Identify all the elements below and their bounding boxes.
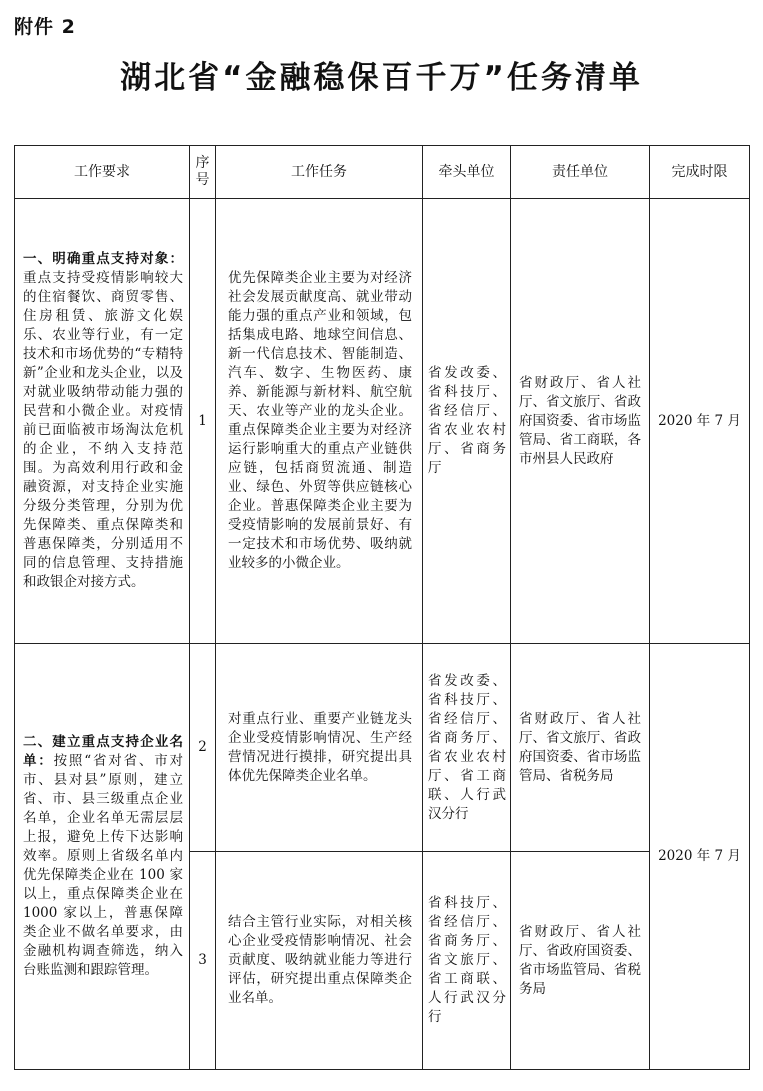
requirement-cell [15, 199, 190, 644]
lead-cell: 省科技厅、省经信厅、省商务厅、省文旅厅、省工商联、人行武汉分行 [423, 852, 511, 1070]
header-responsible: 责任单位 [511, 146, 650, 199]
responsible-cell: 省财政厅、省人社厅、省政府国资委、省市场监管局、省税务局 [511, 852, 650, 1070]
deadline-cell: 2020 年 7 月 [650, 644, 750, 1070]
header-lead: 牵头单位 [423, 146, 511, 199]
seq-cell: 2 [190, 644, 216, 852]
document-title: 湖北省“金融稳保百千万”任务清单 [120, 60, 643, 96]
task-table [14, 145, 750, 1070]
seq-cell: 1 [190, 199, 216, 644]
requirement-title: 二、建立重点支持企业名单： [23, 734, 183, 769]
header-seq: 序号 [190, 146, 216, 199]
lead-cell: 省发改委、省科技厅、省经信厅、省商务厅、省农业农村厅、省工商联、人行武汉分行 [423, 644, 511, 852]
task-cell: 优先保障类企业主要为对经济社会发展贡献度高、就业带动能力强的重点产业和领域，包括集成电路、地球空间信息、新一代信息技术、智能制造、汽车、数字、生物医药、康养、新能源与新材料、航空航天、农业等产业的龙头企业。重点保障类企业主要为对经济运行影响重大的重点产业链供应链，包括商贸流通、制造业、绿色、外贸等供应链核心企业。普惠保障类企业主要为受疫情影响的发展前景好、有一定技术和市场优势、吸纳就业较多的小微企业。 [216, 199, 423, 644]
task-cell: 结合主管行业实际，对相关核心企业受疫情影响情况、社会贡献度、吸纳就业能力等进行评估，研究提出重点保障类企业名单。 [216, 852, 423, 1070]
requirement-title: 一、明确重点支持对象： [23, 251, 183, 267]
attachment-label: 附件 2 [14, 16, 76, 38]
header-requirement: 工作要求 [15, 146, 190, 199]
table-header-row [15, 146, 750, 199]
requirement-body: 重点支持受疫情影响较大的住宿餐饮、商贸零售、住房租赁、旅游文化娱乐、农业等行业，有一定技术和市场优势的“专精特新”企业和龙头企业，以及对就业吸纳带动能力强的民营和小微企业。对疫情前已面临被市场淘汰危机的企业，不纳入支持范围。为高效利用行政和金融资源，对支持企业实施分级分类管理，分别为优先保障类、重点保障类和普惠保障类，分别适用不同的信息管理、支持措施和政银企对接方式。 [23, 270, 183, 590]
header-task: 工作任务 [216, 146, 423, 199]
table-row [15, 644, 750, 852]
requirement-cell [15, 644, 190, 1070]
lead-cell: 省发改委、省科技厅、省经信厅、省农业农村厅、省商务厅 [423, 199, 511, 644]
responsible-cell: 省财政厅、省人社厅、省文旅厅、省政府国资委、省市场监管局、省税务局 [511, 644, 650, 852]
seq-cell: 3 [190, 852, 216, 1070]
table-row [15, 199, 750, 644]
task-cell: 对重点行业、重要产业链龙头企业受疫情影响情况、生产经营情况进行摸排，研究提出具体优先保障类企业名单。 [216, 644, 423, 852]
header-deadline: 完成时限 [650, 146, 750, 199]
deadline-cell: 2020 年 7 月 [650, 199, 750, 644]
requirement-body: 按照“省对省、市对市、县对县”原则，建立省、市、县三级重点企业名单，企业名单无需层层上报，避免上传下达影响效率。原则上省级名单内优先保障类企业在 100 家以上，重点保障类企业在 1000 家以上，普惠保障类企业不做名单要求，由金融机构调查筛选，纳入台账监测和跟踪管理。 [23, 753, 184, 978]
responsible-cell: 省财政厅、省人社厅、省文旅厅、省政府国资委、省市场监管局、省工商联，各市州县人民政府 [511, 199, 650, 644]
